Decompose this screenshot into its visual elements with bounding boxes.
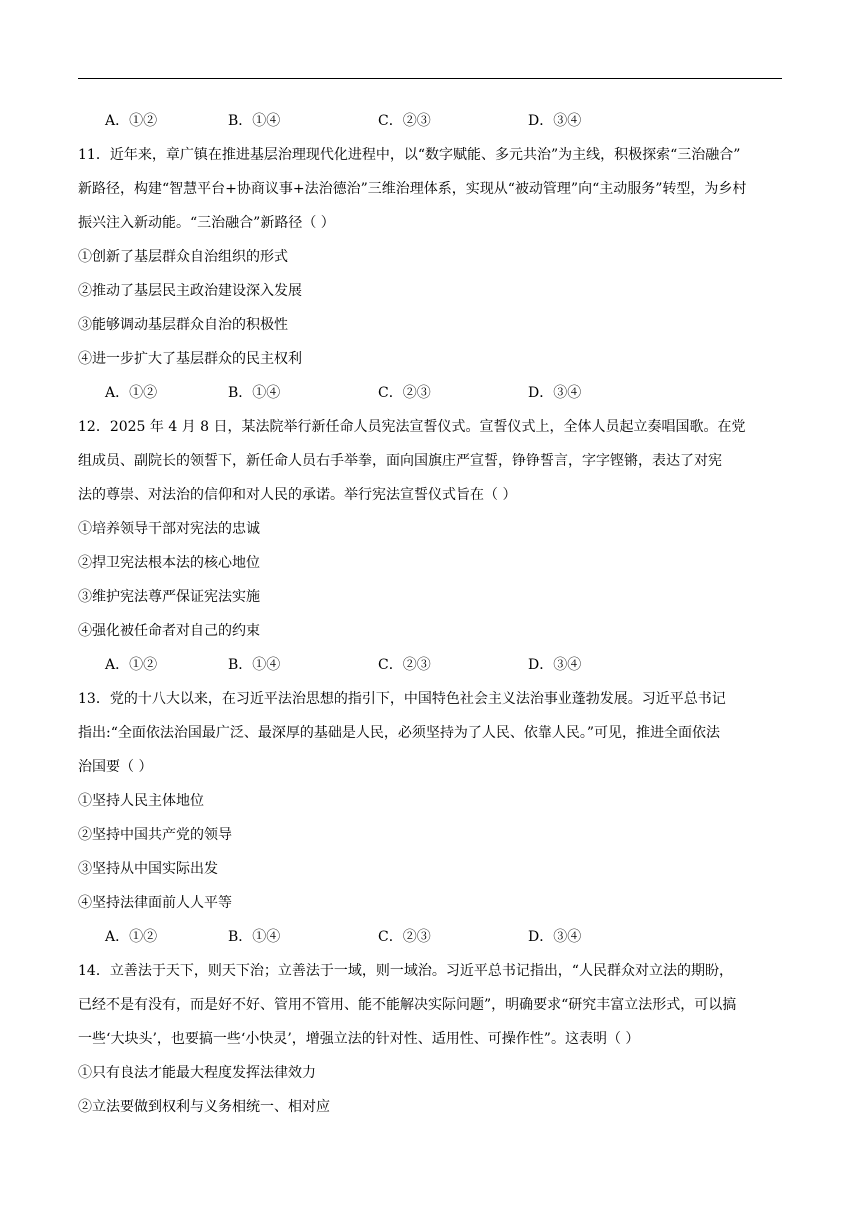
question-14 (78, 954, 782, 1124)
option-a: A．①② (105, 113, 158, 129)
question-stem-line: 组成员、副院长的领誓下，新任命人员右手举拳，面向国旗庄严宣誓，铮铮誓言，字字铿锵，表达了对宪 (78, 453, 722, 469)
options-row (78, 648, 782, 682)
statement-item: ①只有良法才能最大程度发挥法律效力 (78, 1065, 316, 1081)
option-b: B．①④ (228, 929, 281, 945)
question-stem-line: 已经不是有没有，而是好不好、管用不管用、能不能解决实际问题”，明确要求“研究丰富立法形式，可以搞 (78, 997, 737, 1013)
option-c: C．②③ (378, 113, 431, 129)
statement-item: ②推动了基层民主政治建设深入发展 (78, 283, 302, 299)
question-stem-line: 治国要（ ） (78, 759, 153, 775)
question-stem-line: 12．2025 年 4 月 8 日，某法院举行新任命人员宪法宣誓仪式。宣誓仪式上，全体人员起立奏唱国歌。在党 (78, 419, 746, 435)
question-stem-line: 13．党的十八大以来，在习近平法治思想的指引下，中国特色社会主义法治事业蓬勃发展。习近平总书记 (78, 691, 726, 707)
statement-item: ②坚持中国共产党的领导 (78, 827, 232, 843)
option-d: D．③④ (528, 929, 582, 945)
statement-item: ②立法要做到权利与义务相统一、相对应 (78, 1099, 330, 1115)
statement-item: ①坚持人民主体地位 (78, 793, 204, 809)
option-a: A．①② (105, 657, 158, 673)
question-stem-line: 法的尊崇、对法治的信仰和对人民的承诺。举行宪法宣誓仪式旨在（ ） (78, 487, 517, 503)
statement-item: ③能够调动基层群众自治的积极性 (78, 317, 288, 333)
statement-item: ①创新了基层群众自治组织的形式 (78, 249, 288, 265)
statement-item: ④强化被任命者对自己的约束 (78, 623, 260, 639)
question-stem-line: 11．近年来，章广镇在推进基层治理现代化进程中，以“数字赋能、多元共治”为主线，积极探索“三治融合” (78, 147, 741, 163)
option-d: D．③④ (528, 113, 582, 129)
option-d: D．③④ (528, 385, 582, 401)
statement-item: ④坚持法律面前人人平等 (78, 895, 232, 911)
statement-item: ①培养领导干部对宪法的忠诚 (78, 521, 260, 537)
statement-item: ②捍卫宪法根本法的核心地位 (78, 555, 260, 571)
option-d: D．③④ (528, 657, 582, 673)
question-stem-line: 一些‘大块头’，也要搞一些‘小快灵’，增强立法的针对性、适用性、可操作性”。这表明（ ） (78, 1031, 640, 1047)
statement-item: ③维护宪法尊严保证宪法实施 (78, 589, 260, 605)
options-row (78, 920, 782, 954)
question-stem-line: 新路径，构建“智慧平台+协商议事+法治德治”三维治理体系，实现从“被动管理”向“主动服务”转型，为乡村 (78, 181, 747, 197)
exam-content (78, 104, 782, 1124)
option-b: B．①④ (228, 385, 281, 401)
question-stem-line: 振兴注入新动能。“三治融合”新路径（ ） (78, 215, 335, 231)
question-12 (78, 410, 782, 682)
option-a: A．①② (105, 929, 158, 945)
question-11 (78, 138, 782, 410)
question-stem-line: 指出:“全面依法治国最广泛、最深厚的基础是人民，必须坚持为了人民、依靠人民。”可见，推进全面依法 (78, 725, 721, 741)
option-b: B．①④ (228, 657, 281, 673)
options-row (78, 376, 782, 410)
statement-item: ③坚持从中国实际出发 (78, 861, 218, 877)
option-c: C．②③ (378, 929, 431, 945)
statement-item: ④进一步扩大了基层群众的民主权利 (78, 351, 302, 367)
header-rule (78, 78, 782, 79)
options-row-prev (78, 104, 782, 138)
option-b: B．①④ (228, 113, 281, 129)
option-c: C．②③ (378, 385, 431, 401)
option-a: A．①② (105, 385, 158, 401)
question-stem-line: 14．立善法于天下，则天下治；立善法于一域，则一域治。习近平总书记指出，“人民群众对立法的期盼， (78, 963, 733, 979)
question-13 (78, 682, 782, 954)
option-c: C．②③ (378, 657, 431, 673)
